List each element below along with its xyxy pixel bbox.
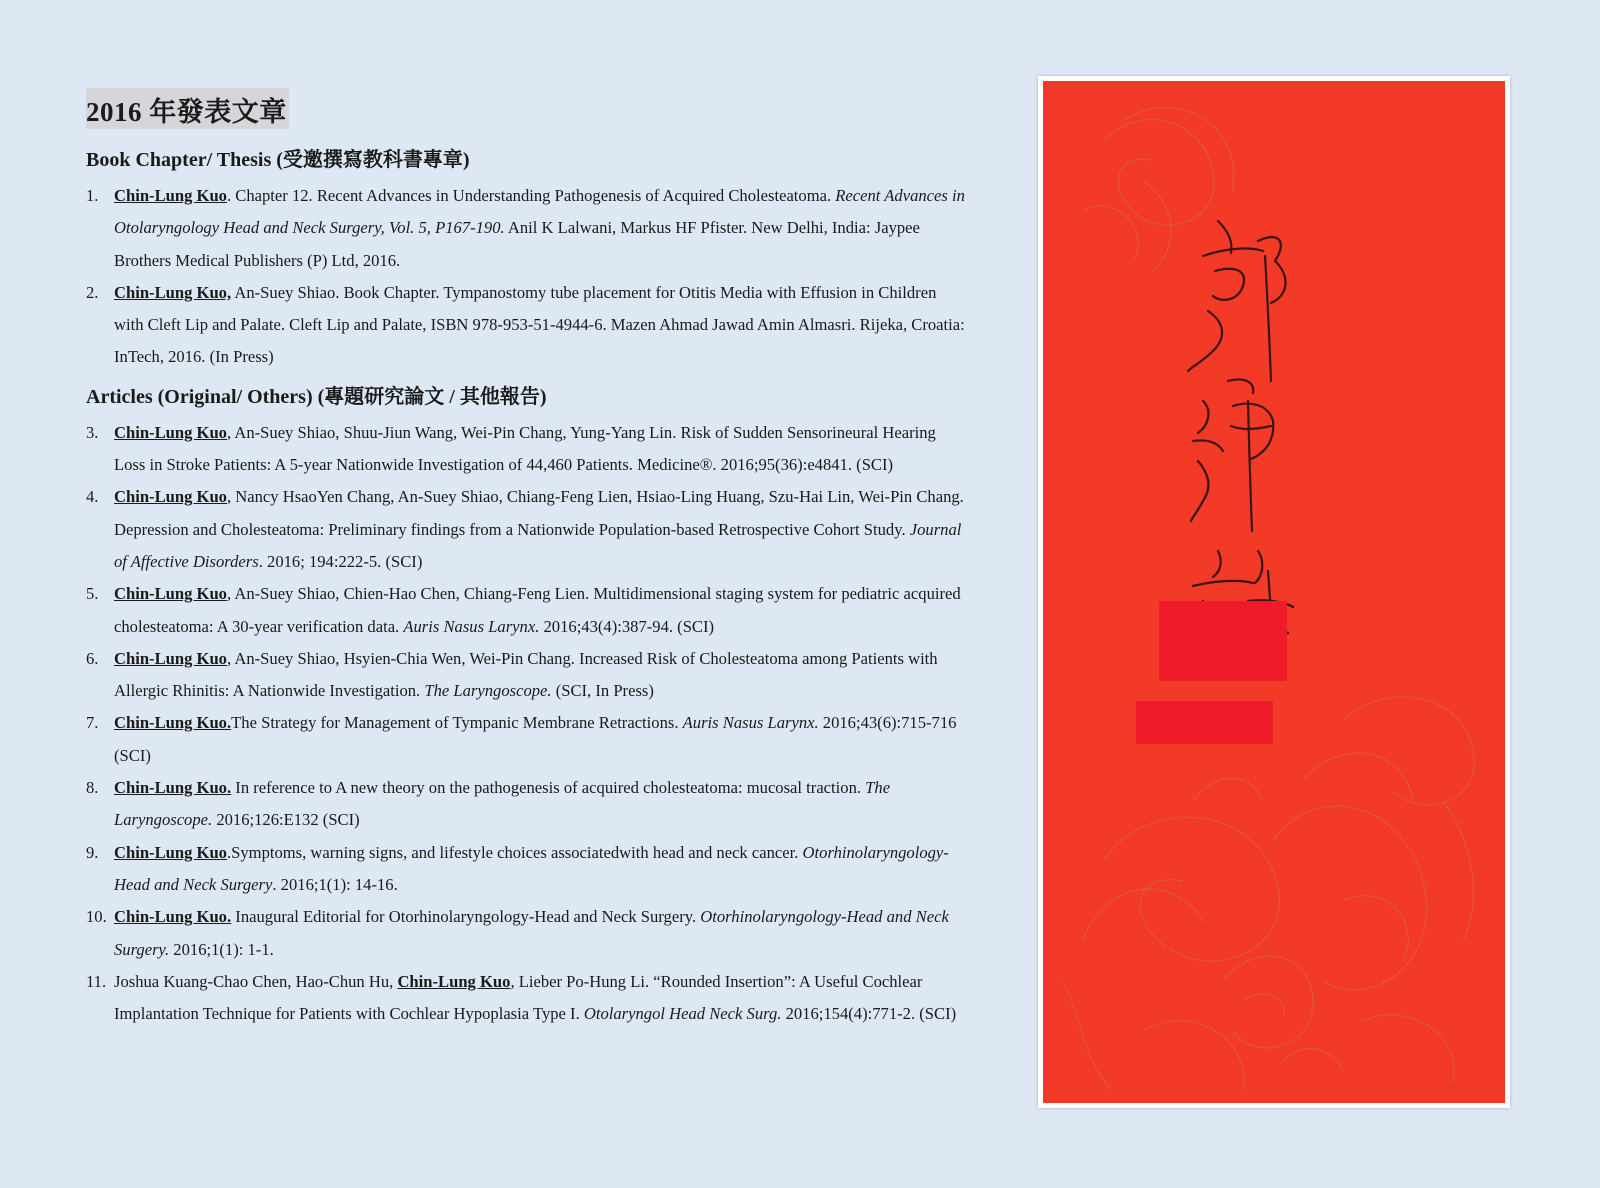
item-number: 3. [86, 422, 99, 442]
section-heading: Articles (Original/ Others) (專題研究論文 / 其他報告) [86, 385, 547, 408]
citation-text: 2016;126:E132 (SCI) [212, 810, 360, 830]
publication-item [86, 180, 966, 277]
citation-text: , Nancy HsaoYen Chang, An-Suey Shiao, Chiang-Feng Lien, Hsiao-Ling Huang, Szu-Hai Lin, Wei-Pin Chang. Depression and Cholesteatoma: Preliminary findings from a Nationwide Population-based Retrospective Cohort Study. [114, 487, 964, 539]
section-book-chapters [86, 143, 966, 374]
item-number: 10. [86, 907, 107, 927]
citation-text: Joshua Kuang-Chao Chen, Hao-Chun Hu, [114, 971, 398, 991]
citation-text: An-Suey Shiao. Book Chapter. Tympanostomy tube placement for Otitis Media with Effusion in Children with Cleft Lip and Palate. Cleft Lip and Palate, ISBN 978-953-51-4944-6. Mazen Ahmad Jawad Amin Almasri. Rijeka, Croatia: InTech, 2016. (In Press) [114, 282, 965, 367]
citation-text: 2016;43(6):715-716 (SCI) [114, 713, 957, 765]
journal-title: Otorhinolaryngology-Head and Neck Surgery [114, 842, 949, 894]
item-number: 9. [86, 842, 99, 862]
journal-title: Auris Nasus Larynx. [403, 616, 540, 636]
journal-title: Journal of Affective Disorders [114, 519, 962, 571]
citation-text: , Lieber Po-Hung Li. “Rounded Insertion”: A Useful Cochlear Implantation Technique for Patients with Cochlear Hypoplasia Type I. [114, 971, 923, 1024]
publication-item [86, 772, 966, 837]
item-number: 8. [86, 778, 99, 798]
red-envelope-signature-card [1038, 76, 1510, 1108]
journal-title: The Laryngoscope. [424, 681, 552, 701]
highlighted-author: Chin-Lung Kuo. [114, 713, 232, 733]
publication-item [86, 837, 966, 902]
publication-document [86, 88, 966, 1036]
journal-title: Recent Advances in Otolaryngology Head and Neck Surgery, Vol. 5, P167-190. [114, 186, 965, 238]
publication-item [86, 707, 966, 772]
citation-text: . 2016;1(1): 14-16. [272, 874, 398, 894]
redaction-box-upper [1159, 601, 1287, 681]
citation-text: 2016;154(4):771-2. (SCI) [781, 1004, 957, 1024]
envelope-artwork [1043, 81, 1505, 1103]
highlighted-author: Chin-Lung Kuo [114, 186, 227, 205]
journal-title: Otolaryngol Head Neck Surg. [583, 1004, 782, 1024]
embossed-flower-pattern [1063, 108, 1474, 1091]
redaction-box-lower [1136, 701, 1273, 744]
highlighted-author: Chin-Lung Kuo [114, 842, 227, 862]
publication-item [86, 643, 966, 708]
publication-list [86, 180, 966, 374]
item-number: 5. [86, 584, 99, 604]
page-title: 2016 年發表文章 [86, 88, 289, 129]
citation-text: 2016;1(1): 1-1. [169, 939, 274, 959]
item-number: 7. [86, 713, 99, 733]
highlighted-author: Chin-Lung Kuo [397, 971, 511, 991]
item-number: 6. [86, 648, 99, 668]
citation-text: (SCI, In Press) [551, 681, 654, 701]
citation-text: , An-Suey Shiao, Hsyien-Chia Wen, Wei-Pin Chang. Increased Risk of Cholesteatoma among Patients with Allergic Rhinitis: A Nationwide Investigation. [114, 648, 938, 701]
citation-text: .Symptoms, warning signs, and lifestyle choices associatedwith head and neck cancer. [226, 842, 803, 862]
highlighted-author: Chin-Lung Kuo [114, 487, 227, 507]
highlighted-author: Chin-Lung Kuo. [114, 907, 232, 927]
highlighted-author: Chin-Lung Kuo [114, 584, 227, 604]
item-number: 11. [86, 971, 107, 991]
citation-text: . Chapter 12. Recent Advances in Understanding Pathogenesis of Acquired Cholesteatoma. [226, 186, 836, 205]
item-number: 2. [86, 282, 99, 302]
highlighted-author: Chin-Lung Kuo. [114, 778, 232, 798]
highlighted-author: Chin-Lung Kuo [114, 422, 227, 442]
publication-item [86, 417, 966, 482]
publication-item [86, 901, 966, 966]
journal-title: The Laryngoscope. [114, 778, 891, 830]
highlighted-author: Chin-Lung Kuo, [114, 282, 232, 302]
citation-text: In reference to A new theory on the pathogenesis of acquired cholesteatoma: mucosal traction. [231, 778, 866, 798]
citation-text: Inaugural Editorial for Otorhinolaryngology-Head and Neck Surgery. [231, 907, 701, 927]
citation-text: , An-Suey Shiao, Chien-Hao Chen, Chiang-Feng Lien. Multidimensional staging system for pediatric acquired cholesteatoma: A 30-year verification data. [114, 584, 961, 636]
publication-item [86, 277, 966, 374]
citation-text: The Strategy for Management of Tympanic Membrane Retractions. [231, 713, 683, 733]
section-heading: Book Chapter/ Thesis (受邀撰寫教科書專章) [86, 149, 470, 171]
item-number: 1. [86, 186, 99, 205]
highlighted-author: Chin-Lung Kuo [114, 648, 227, 668]
publication-item [86, 481, 966, 578]
item-number: 4. [86, 487, 99, 507]
section-articles [86, 380, 966, 1031]
citation-text: , An-Suey Shiao, Shuu-Jiun Wang, Wei-Pin Chang, Yung-Yang Lin. Risk of Sudden Sensorineural Hearing Loss in Stroke Patients: A 5-year Nationwide Investigation of 44,460 Patients. Medicine®. 2016;95(36):e4841. (SCI) [114, 422, 936, 475]
citation-text: 2016;43(4):387-94. (SCI) [539, 616, 715, 636]
publication-item [86, 966, 966, 1031]
publication-item [86, 578, 966, 643]
citation-text: . 2016; 194:222-5. (SCI) [258, 551, 423, 571]
red-envelope-face [1043, 81, 1505, 1103]
publication-list [86, 417, 966, 1031]
journal-title: Auris Nasus Larynx. [682, 713, 819, 733]
citation-text: Anil K Lalwani, Markus HF Pfister. New Delhi, India: Jaypee Brothers Medical Publishers (P) Ltd, 2016. [114, 218, 920, 270]
journal-title: Otorhinolaryngology-Head and Neck Surgery. [114, 907, 949, 959]
